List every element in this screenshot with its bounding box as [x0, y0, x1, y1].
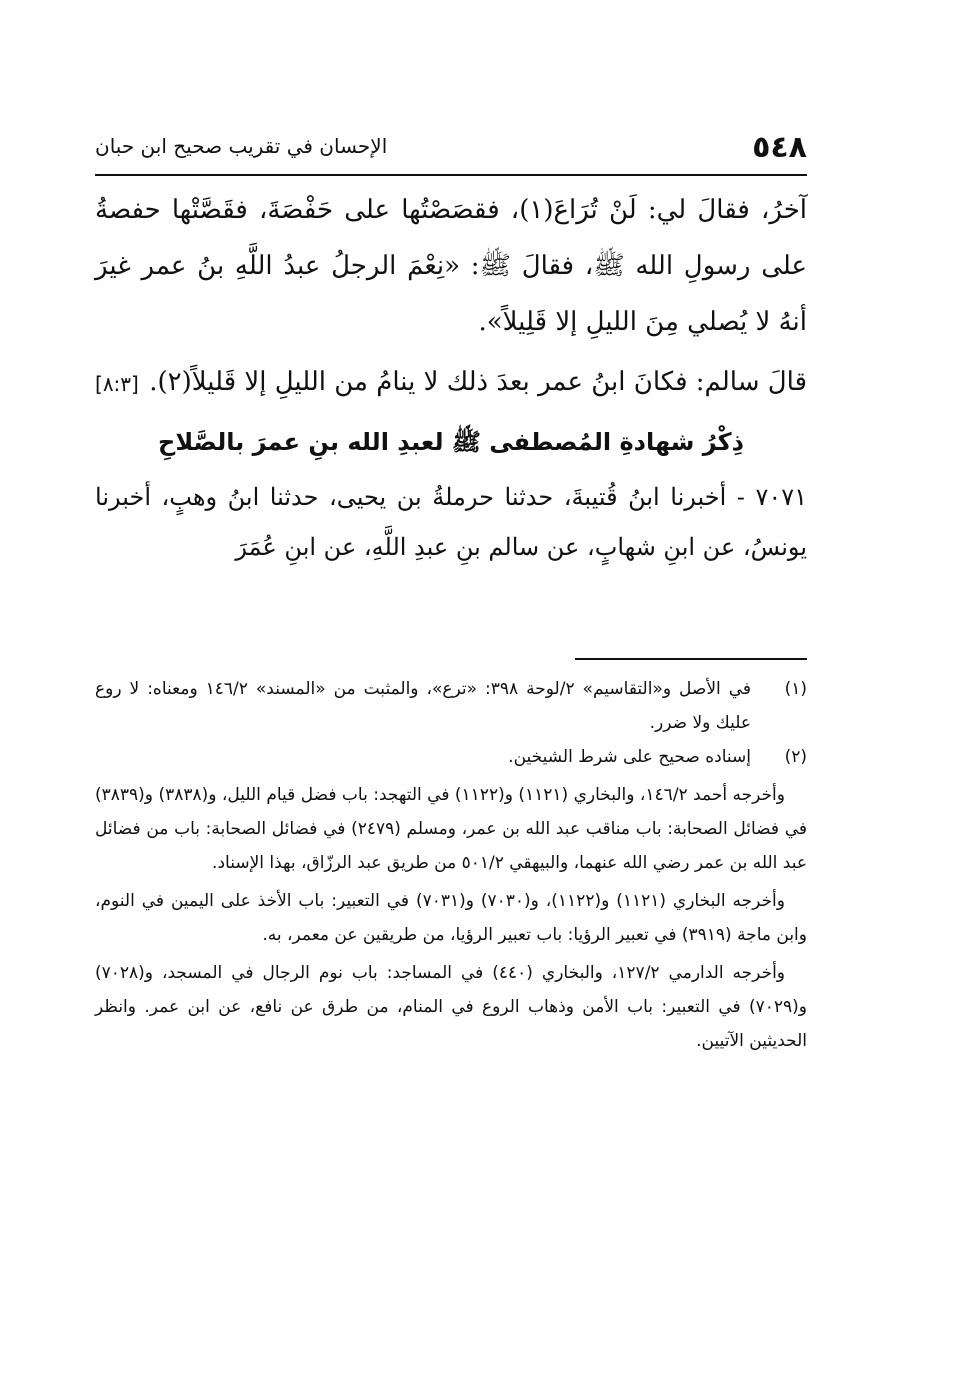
footnote-body	[95, 740, 751, 774]
footnote-paragraph: وأخرجه أحمد ١٤٦/٢، والبخاري (١١٢١) و(١١٢٢) في التهجد: باب فضل قيام الليل، و(٣٨٣٨) و(٣٨٣٩) في فضائل الصحابة: باب مناقب عبد الله بن عمر، ومسلم (٢٤٧٩) في فضائل الصحابة: باب من فضائل عبد الله بن عمر رضي الله عنهما، والبيهقي ٥٠١/٢ من طريق عبد الرزّاق، بهذا الإسناد.	[95, 785, 807, 873]
footnote-number: (١)	[784, 679, 807, 699]
footnote-paragraph: وأخرجه البخاري (١١٢١) و(١١٢٢)، و(٧٠٣٠) و(٧٠٣١) في التعبير: باب الأخذ على اليمين في النوم، وابن ماجة (٣٩١٩) في تعبير الرؤيا: باب تعبير الرؤيا، من طريقين عن معمر، به.	[95, 891, 807, 945]
main-text	[95, 182, 807, 572]
footnote-text: إسناده صحيح على شرط الشيخين.	[508, 747, 751, 767]
footnote-2-continued	[95, 774, 807, 1058]
footnote-divider	[575, 658, 807, 660]
hadith-7071: ٧٠٧١ - أخبرنا ابنُ قُتيبةَ، حدثنا حرملةُ بن يحيى، حدثنا ابنُ وهبٍ، أخبرنا يونسُ، عن ابنِ شهابٍ، عن سالم بنِ عبدِ اللَّهِ، عن ابنِ عُمَرَ	[95, 483, 807, 561]
footnote-number: (٢)	[784, 747, 807, 767]
footnote-text: في الأصل و«التقاسيم» ٢/لوحة ٣٩٨: «ترع»، والمثبت من «المسند» ١٤٦/٢ ومعناه: لا روع عليك ولا ضرر.	[95, 679, 752, 733]
footnote-2	[95, 740, 807, 774]
footnote-body	[95, 774, 807, 1058]
running-title: الإحسان في تقريب صحيح ابن حبان	[95, 134, 388, 158]
reference-tag: [٨:٣]	[95, 372, 139, 396]
header-divider	[95, 174, 807, 176]
paragraph-dream-story: آخرُ، فقالَ لي: لَنْ تُرَاعَ(١)، فقصَصْتُها على حَفْصَةَ، فقَصَّتْها حفصةُ على رسولِ الله ﷺ، فقالَ ﷺ: «نِعْمَ الرجلُ عبدُ اللَّهِ بنُ عمر غيرَ أنهُ لا يُصلي مِنَ الليلِ إلا قَلِيلاً».	[95, 195, 808, 337]
paragraph-salim	[95, 354, 807, 410]
footnote-1	[95, 672, 807, 740]
paragraph-salim-text: قالَ سالم: فكانَ ابنُ عمر بعدَ ذلك لا ينامُ من الليلِ إلا قَليلاً(٢).	[149, 367, 807, 397]
footnote-body	[95, 672, 751, 740]
section-heading: ذِكْرُ شهادةِ المُصطفى ﷺ لعبدِ الله بنِ عمرَ بالصَّلاحِ	[158, 428, 744, 456]
page-header	[95, 128, 807, 168]
footnotes	[95, 672, 807, 1058]
footnote-paragraph: وأخرجه الدارمي ١٢٧/٢، والبخاري (٤٤٠) في المساجد: باب نوم الرجال في المسجد، و(٧٠٢٨) و(٧٠٢٩) في التعبير: باب الأمن وذهاب الروع في المنام، من طرق عن نافع، عن ابن عمر. وانظر الحديثين الآتيين.	[95, 963, 807, 1051]
page-number: ٥٤٨	[752, 130, 807, 165]
